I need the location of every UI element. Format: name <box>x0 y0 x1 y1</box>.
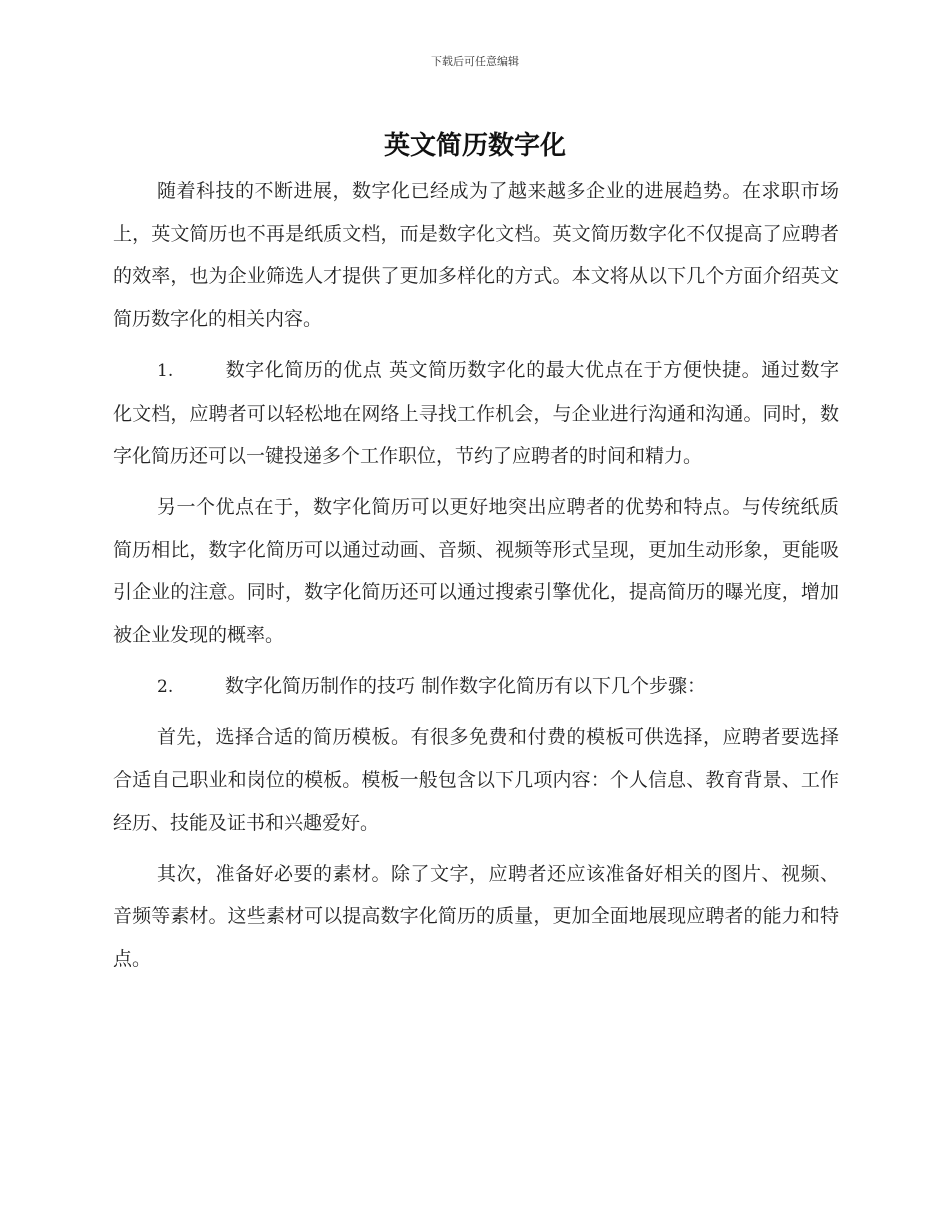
section-2-number: 2. <box>157 676 174 697</box>
section-2-text: 数字化简历制作的技巧 制作数字化简历有以下几个步骤： <box>225 674 707 697</box>
step-1-paragraph: 首先，选择合适的简历模板。有很多免费和付费的模板可供选择，应聘者要选择合适自己职业和岗位的模板。模板一般包含以下几项内容：个人信息、教育背景、工作经历、技能及证书和兴趣爱好。 <box>113 726 839 834</box>
intro-paragraph: 随着科技的不断进展，数字化已经成为了越来越多企业的进展趋势。在求职市场上，英文简历也不再是纸质文档，而是数字化文档。英文简历数字化不仅提高了应聘者的效率，也为企业筛选人才提供了更加多样化的方式。本文将从以下几个方面介绍英文简历数字化的相关内容。 <box>113 180 839 331</box>
section-1-paragraph <box>113 349 839 478</box>
advantage-2-paragraph: 另一个优点在于，数字化简历可以更好地突出应聘者的优势和特点。与传统纸质简历相比，数字化简历可以通过动画、音频、视频等形式呈现，更加生动形象，更能吸引企业的注意。同时，数字化简历还可以通过搜索引擎优化，提高简历的曝光度，增加被企业发现的概率。 <box>113 495 839 647</box>
step-2-paragraph: 其次，准备好必要的素材。除了文字，应聘者还应该准备好相关的图片、视频、音频等素材。这些素材可以提高数字化简历的质量，更加全面地展现应聘者的能力和特点。 <box>113 862 839 970</box>
page-header: 下载后可任意编辑 <box>431 55 519 68</box>
document-body <box>113 170 839 989</box>
document-title: 英文简历数字化 <box>383 131 566 161</box>
section-2-paragraph <box>113 665 839 709</box>
section-1-number: 1. <box>157 360 174 381</box>
section-1-text: 数字化简历的优点 英文简历数字化的最大优点在于方便快捷。通过数字化文档，应聘者可以轻松地在网络上寻找工作机会，与企业进行沟通和沟通。同时，数字化简历还可以一键投递多个工作职位，节约了应聘者的时间和精力。 <box>113 358 839 468</box>
